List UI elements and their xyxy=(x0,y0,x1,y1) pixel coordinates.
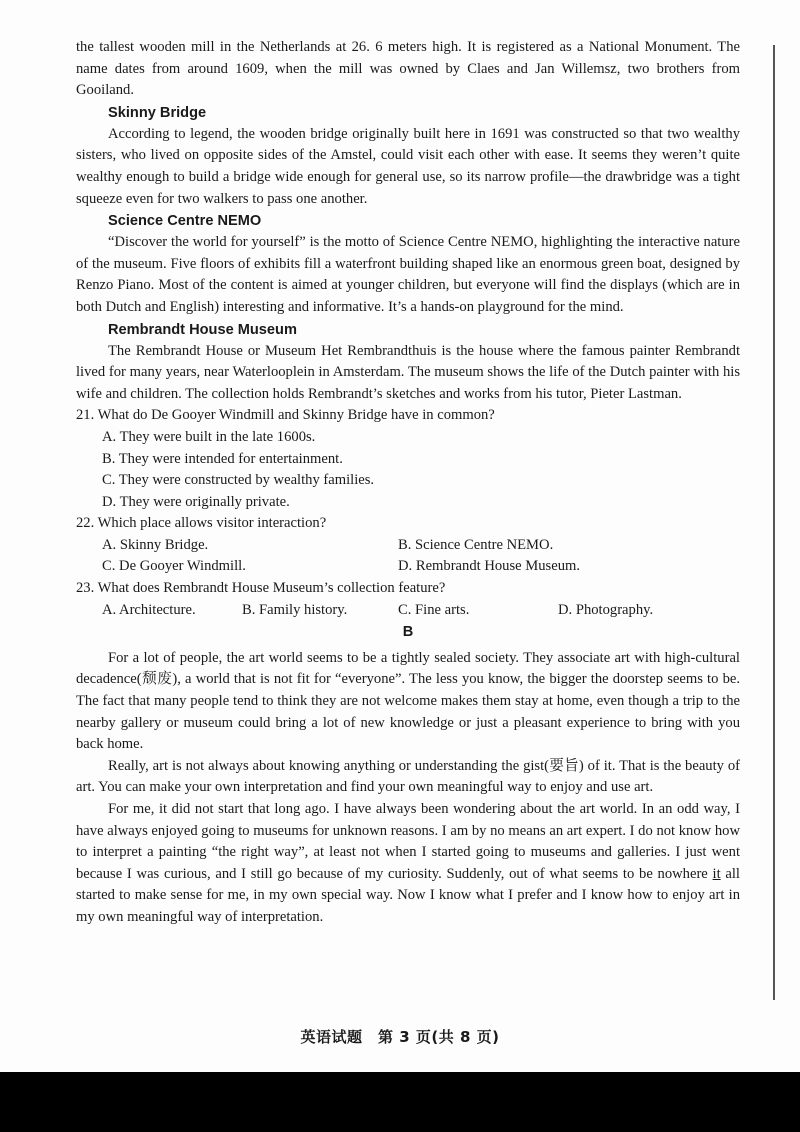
passage-b-paragraph-1: For a lot of people, the art world seems to be a tightly sealed society. They associate art with high-cultural decadence(颓废), a world that is not fit for “everyone”. The less you know, the bigger the doorstep seems to be. The fact that many people tend to think they are not welcome makes them stay at home, even though a trip to the nearby gallery or museum could bring a lot of new knowledge or just a pleasant experience to bring with you back home. xyxy=(76,649,740,753)
option-a: A. They were built in the late 1600s. xyxy=(102,428,316,445)
question-22 xyxy=(76,513,740,578)
margin-line xyxy=(773,45,775,1000)
option-b: B. Science Centre NEMO. xyxy=(398,536,554,553)
section-heading-skinny-bridge: Skinny Bridge xyxy=(108,104,207,121)
section-body-science-centre-nemo: “Discover the world for yourself” is the motto of Science Centre NEMO, highlighting the interactive nature of the museum. Five floors of exhibits fill a waterfront building shaped like an enormous green boat, designed by Renzo Piano. Most of the content is aimed at younger children, but everyone will find the displays (which are in both Dutch and English) interesting and informative. It’s a hands-on playground for the mind. xyxy=(76,234,740,315)
passage-b-paragraph-3 xyxy=(76,799,740,929)
option-d: D. Rembrandt House Museum. xyxy=(398,558,580,575)
option-d: D. Photography. xyxy=(558,601,654,618)
section-body-skinny-bridge: According to legend, the wooden bridge originally built here in 1691 was constructed so that two wealthy sisters, who lived on opposite sides of the Amstel, could visit each other with ease. It seems they weren’t quite wealthy enough to build a bridge wide enough for general use, so its narrow profile—the drawbridge was a tight squeeze even for two walkers to pass one another. xyxy=(76,125,740,207)
question-23 xyxy=(76,578,740,621)
option-d: D. They were originally private. xyxy=(102,493,290,510)
question-text: 21. What do De Gooyer Windmill and Skinny Bridge have in common? xyxy=(76,407,495,424)
passage-a-intro: the tallest wooden mill in the Netherlands at 26. 6 meters high. It is registered as a National Monument. The name dates from around 1609, when the mill was owned by Claes and Jan Willemsz, two brothers from Gooiland. xyxy=(76,39,740,99)
question-text: 23. What does Rembrandt House Museum’s collection feature? xyxy=(76,580,446,597)
option-b: B. They were intended for entertainment. xyxy=(102,450,343,467)
option-a: A. Skinny Bridge. xyxy=(102,536,209,553)
option-c: C. De Gooyer Windmill. xyxy=(102,558,246,575)
underlined-word-it: it xyxy=(712,865,721,882)
text-segment: For me, it did not start that long ago. I have always been wondering about the art world. In an odd way, I have always enjoyed going to museums for unknown reasons. I am by no means an art expert. I do not know how to interpret a painting “the right way”, at least not when I started going to museums and galleries. I just went because I was curious, and I still go because of my curiosity. Suddenly, out of what seems to be nowhere xyxy=(76,801,740,882)
option-b: B. Family history. xyxy=(242,601,348,618)
option-c: C. Fine arts. xyxy=(398,601,470,618)
page-content xyxy=(76,37,740,929)
page-footer: 英语试题 第 3 页(共 8 页) xyxy=(300,1028,500,1046)
question-text: 22. Which place allows visitor interaction? xyxy=(76,515,327,532)
section-heading-science-centre-nemo: Science Centre NEMO xyxy=(108,213,262,230)
passage-b-paragraph-2: Really, art is not always about knowing anything or understanding the gist(要旨) of it. That is the beauty of art. You can make your own interpretation and find your own meaningful way to enjoy and use art. xyxy=(76,757,740,796)
option-a: A. Architecture. xyxy=(102,601,196,618)
section-heading-rembrandt-house: Rembrandt House Museum xyxy=(108,321,297,338)
option-c: C. They were constructed by wealthy families. xyxy=(102,472,375,489)
passage-b-label: B xyxy=(402,624,414,641)
question-21 xyxy=(76,405,740,513)
section-body-rembrandt-house: The Rembrandt House or Museum Het Rembrandthuis is the house where the famous painter Rembrandt lived for many years, near Waterlooplein in Amsterdam. The museum shows the life of the Dutch painter with his wife and children. The collection holds Rembrandt’s sketches and works from his tutor, Pieter Lastman. xyxy=(76,342,740,402)
text-segment: all started to make sense for me, in my own special way. Now I know what I prefer and I know how to enjoy art in my own meaningful way of interpretation. xyxy=(76,865,740,925)
bottom-black-band xyxy=(0,1072,800,1132)
